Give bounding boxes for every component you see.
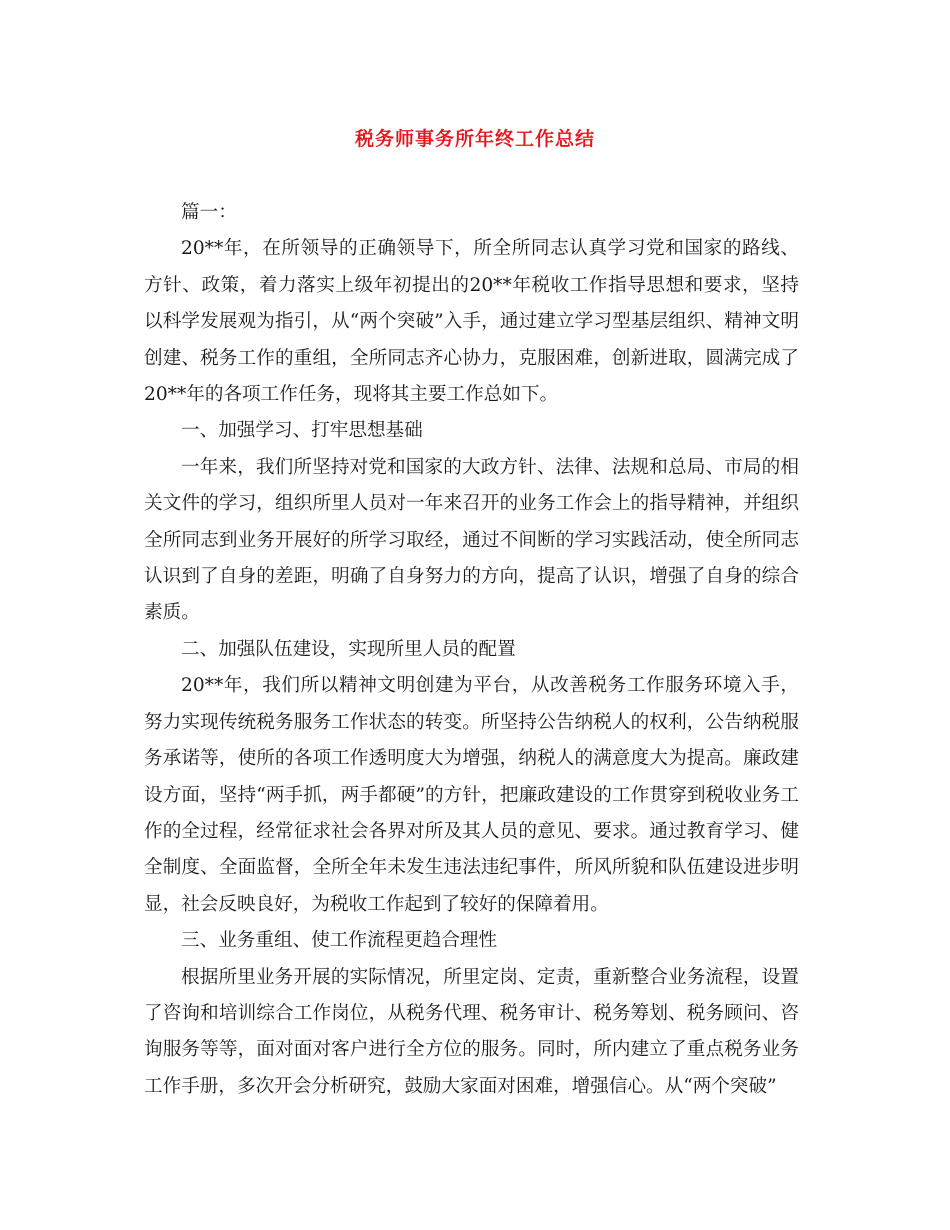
body-paragraph: 一年来，我们所坚持对党和国家的大政方针、法律、法规和总局、市局的相关文件的学习，组织所里人员对一年来召开的业务工作会上的指导精神，并组织全所同志到业务开展好的所学习取经，通过不间断的学习实践活动，使全所同志认识到了自身的差距，明确了自身努力的方向，提高了认识，增强了自身的综合素质。 [144,456,799,624]
intro-paragraph: 20**年，在所领导的正确领导下，所全所同志认真学习党和国家的路线、方针、政策，着力落实上级年初提出的20**年税收工作指导思想和要求，坚持以科学发展观为指引，从“两个突破”入手，通过建立学习型基层组织、精神文明创建、税务工作的重组，全所同志齐心协力，克服困难，创新进取，圆满完成了20**年的各项工作任务，现将其主要工作总如下。 [144,238,799,406]
document-title: 税务师事务所年终工作总结 [354,128,595,150]
section-heading: 二、加强队伍建设，实现所里人员的配置 [181,638,516,660]
section-heading: 一、加强学习、打牢思想基础 [181,420,423,442]
body-paragraph: 20**年，我们所以精神文明创建为平台，从改善税务工作服务环境入手，努力实现传统税务服务工作状态的转变。所坚持公告纳税人的权利，公告纳税服务承诺等，使所的各项工作透明度大为增强，纳税人的满意度大为提高。廉政建设方面，坚持“两手抓，两手都硬”的方针，把廉政建设的工作贯穿到税收业务工作的全过程，经常征求社会各界对所及其人员的意见、要求。通过教育学习、健全制度、全面监督，全所全年未发生违法违纪事件，所风所貌和队伍建设进步明显，社会反映良好，为税收工作起到了较好的保障着用。 [144,675,799,915]
body-paragraph: 根据所里业务开展的实际情况，所里定岗、定责，重新整合业务流程，设置了咨询和培训综合工作岗位，从税务代理、税务审计、税务筹划、税务顾问、咨询服务等等，面对面对客户进行全方位的服务。同时，所内建立了重点税务业务工作手册，多次开会分析研究，鼓励大家面对困难，增强信心。从“两个突破” [144,966,799,1097]
section-heading: 三、业务重组、使工作流程更趋合理性 [181,930,498,952]
document-body [144,195,799,1105]
section-label: 篇一： [181,202,237,223]
